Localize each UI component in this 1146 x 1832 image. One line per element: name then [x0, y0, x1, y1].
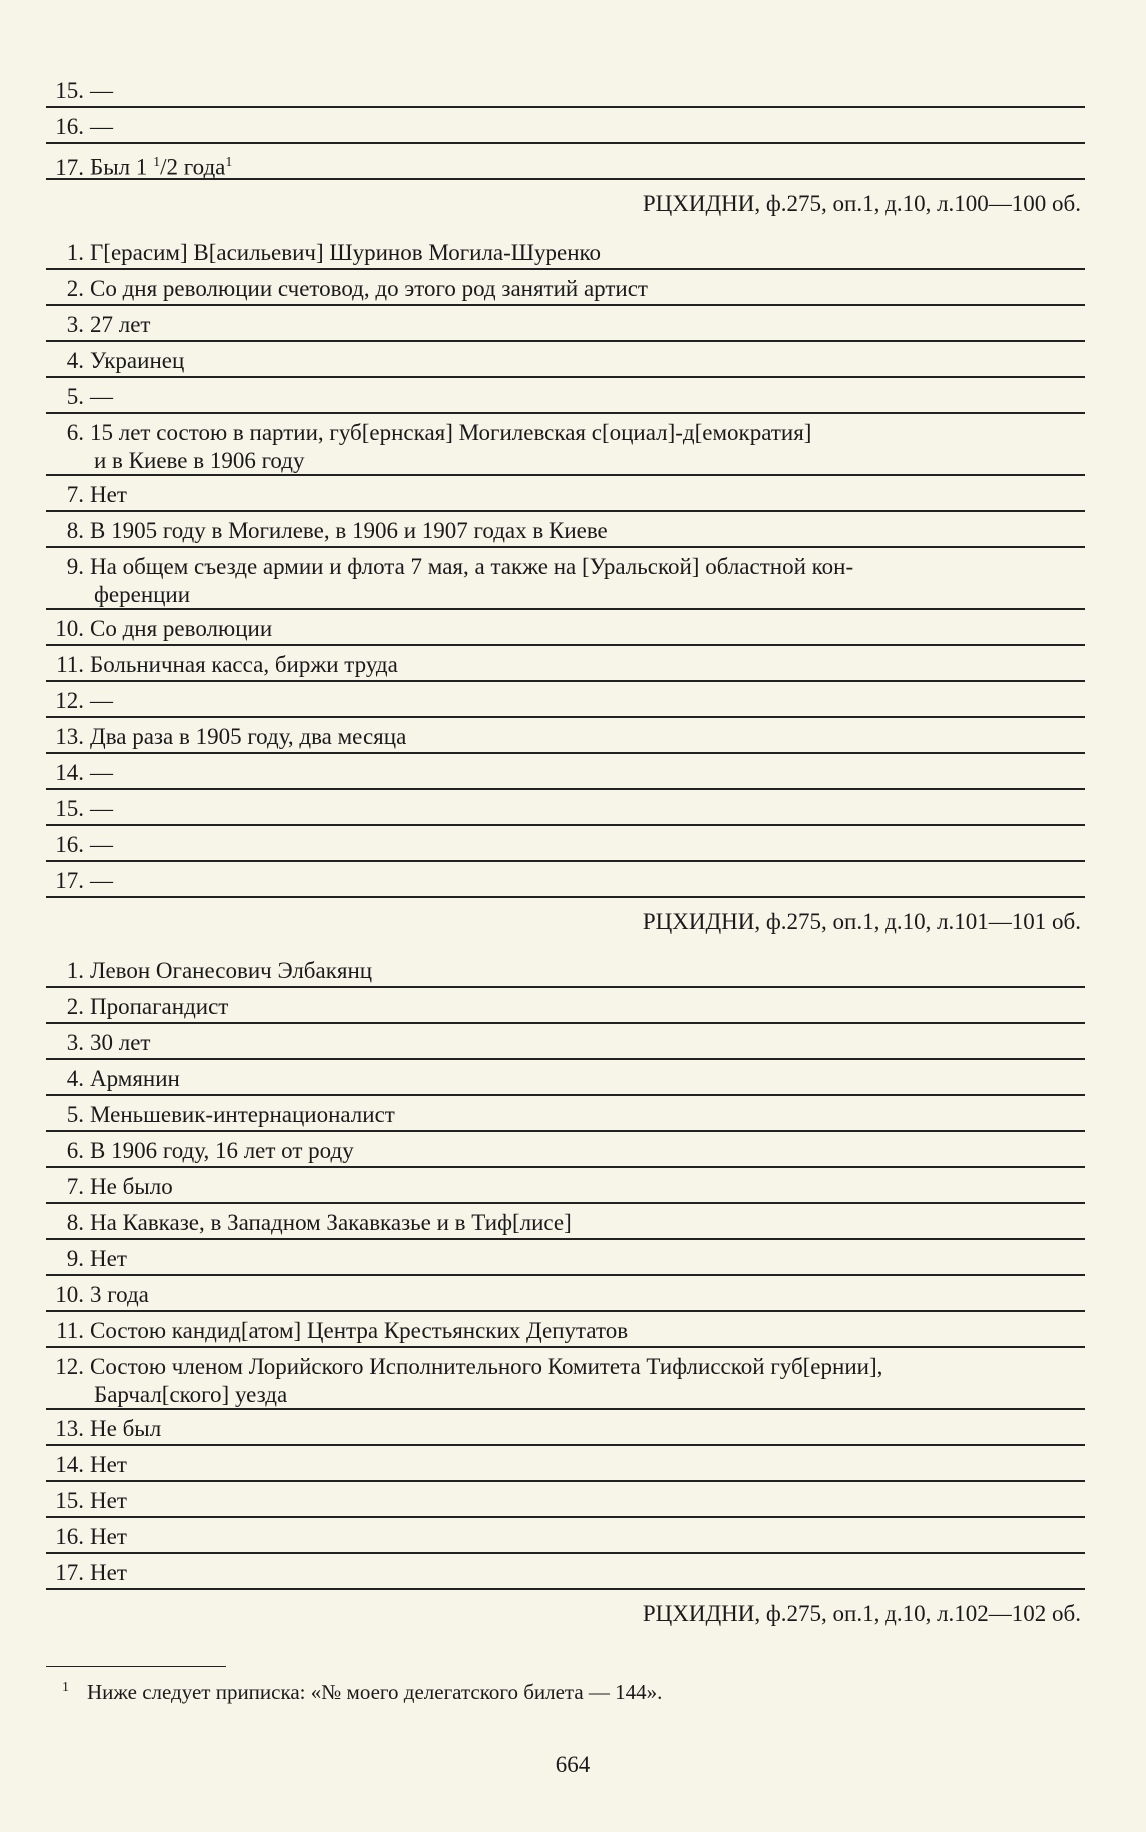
answer-value: Меньшевик-интернационалист [90, 1102, 395, 1127]
answer-text [46, 993, 228, 1021]
answer-number: 7. [66, 482, 84, 507]
answer-text [46, 1209, 572, 1237]
answer-number: 17. [55, 154, 84, 180]
footnote-divider [46, 1666, 226, 1667]
answer-value: Нет [90, 482, 127, 507]
answer-value: — [90, 384, 113, 409]
answer-value: — [90, 760, 113, 785]
answer-value: Со дня революции счетовод, до этого род занятий артист [90, 276, 648, 301]
answer-number: 16. [55, 832, 84, 857]
answer-number: 10. [55, 1282, 84, 1307]
answer-row [46, 1348, 1085, 1410]
answer-number: 9. [66, 554, 84, 579]
answer-text [46, 1559, 127, 1587]
answer-number: 17. [55, 1560, 84, 1585]
answer-text [46, 1317, 628, 1345]
answer-text [46, 687, 113, 715]
answer-text [46, 275, 648, 303]
answer-number: 3. [66, 1030, 84, 1055]
answer-row [46, 1482, 1085, 1518]
answer-number: 13. [55, 724, 84, 749]
answer-number: 6. [66, 1138, 84, 1163]
answer-row [46, 1096, 1085, 1132]
answer-continuation: ференции [94, 582, 191, 607]
answer-row [46, 1204, 1085, 1240]
answer-text [46, 831, 113, 859]
answer-value: Армянин [90, 1066, 180, 1091]
answer-row [46, 144, 1085, 180]
archive-source: РЦХИДНИ, ф.275, оп.1, д.10, л.102—102 об. [642, 1601, 1081, 1626]
answer-value: — [90, 832, 113, 857]
answer-number: 15. [55, 78, 84, 103]
footnote [62, 1680, 662, 1705]
answer-text [46, 149, 232, 182]
answer-number: 8. [66, 1210, 84, 1235]
answer-number: 14. [55, 1452, 84, 1477]
document-page [46, 72, 1085, 1640]
answer-row [46, 1554, 1085, 1590]
answer-text [46, 347, 184, 375]
answer-number: 6. [66, 420, 84, 445]
answer-number: 5. [66, 1102, 84, 1127]
archive-source: РЦХИДНИ, ф.275, оп.1, д.10, л.100—100 об. [642, 191, 1081, 216]
answer-row [46, 988, 1085, 1024]
answer-continuation: и в Киеве в 1906 году [94, 448, 305, 473]
questionnaire-block [46, 952, 1085, 1640]
answer-row [46, 826, 1085, 862]
page-number: 664 [555, 1752, 591, 1777]
answer-row [46, 1518, 1085, 1554]
answer-value: В 1906 году, 16 лет от роду [90, 1138, 354, 1163]
answer-number: 1. [66, 240, 84, 265]
answer-number: 15. [55, 1488, 84, 1513]
answer-text [46, 1415, 161, 1443]
answer-value: Два раза в 1905 году, два месяца [90, 724, 407, 749]
answer-continuation: Барчал[ского] уезда [94, 1382, 288, 1407]
answer-row [46, 342, 1085, 378]
answer-row [46, 1024, 1085, 1060]
answer-row [46, 378, 1085, 414]
answer-number: 12. [55, 1354, 84, 1379]
answer-value: Нет [90, 1524, 127, 1549]
answer-row [46, 682, 1085, 718]
answer-text [46, 383, 113, 411]
answer-number: 15. [55, 796, 84, 821]
answer-text [46, 1065, 180, 1093]
answer-number: 11. [56, 1318, 84, 1343]
answer-number: 10. [55, 616, 84, 641]
answer-value: Был 1 [90, 154, 154, 180]
answer-text [46, 759, 113, 787]
answer-row [46, 862, 1085, 898]
answer-value: Нет [90, 1246, 127, 1271]
answer-row [46, 1312, 1085, 1348]
answer-text [46, 113, 113, 141]
answer-text [46, 517, 608, 545]
footnote-text: Ниже следует приписка: «№ моего делегатского билета — 144». [87, 1680, 663, 1704]
answer-value: Не был [90, 1416, 162, 1441]
answer-text [46, 1523, 127, 1551]
footnote-mark: 1 [62, 1680, 69, 1695]
answer-value: Украинец [90, 348, 185, 373]
answer-value: — [90, 796, 113, 821]
answer-value: 27 лет [90, 312, 151, 337]
footnote-reference: 1 [225, 155, 233, 170]
answer-number: 5. [66, 384, 84, 409]
answer-text [46, 957, 372, 985]
answer-row [46, 1060, 1085, 1096]
answer-row [46, 1132, 1085, 1168]
answer-text [46, 239, 601, 267]
answer-value: На общем съезде армии и флота 7 мая, а также на [Уральской] областной кон- [90, 554, 854, 579]
answer-value: 15 лет состою в партии, губ[ернская] Могилевская с[оциал]-д[емократия] [90, 420, 812, 445]
answer-number: 9. [66, 1246, 84, 1271]
answer-text [46, 723, 406, 751]
fraction-rest: /2 года [160, 154, 226, 180]
answer-number: 8. [66, 518, 84, 543]
answer-text [46, 1029, 151, 1057]
answer-row [46, 1276, 1085, 1312]
answer-value: Состою членом Лорийского Исполнительного Комитета Тифлисской губ[ернии], [90, 1354, 883, 1379]
answer-row [46, 718, 1085, 754]
archive-source: РЦХИДНИ, ф.275, оп.1, д.10, л.101—101 об. [642, 909, 1081, 934]
answer-text [46, 1137, 354, 1165]
answer-value: 3 года [90, 1282, 149, 1307]
answer-value: Пропагандист [90, 994, 229, 1019]
answer-text [46, 615, 272, 643]
fraction-numerator: 1 [153, 155, 161, 170]
answer-value: — [90, 114, 113, 139]
answer-row [46, 1446, 1085, 1482]
answer-row [46, 754, 1085, 790]
answer-value: Нет [90, 1488, 127, 1513]
answer-value: 30 лет [90, 1030, 151, 1055]
answer-value: Состою кандид[атом] Центра Крестьянских Депутатов [90, 1318, 629, 1343]
answer-value: — [90, 78, 113, 103]
answer-text [46, 77, 113, 105]
answer-value: Левон Оганесович Элбакянц [90, 958, 373, 983]
answer-text [46, 1245, 127, 1273]
answer-number: 16. [55, 114, 84, 139]
answer-row [46, 1410, 1085, 1446]
answer-number: 16. [55, 1524, 84, 1549]
answer-text [46, 553, 853, 581]
answer-value: На Кавказе, в Западном Закавказье и в Тиф[лисе] [90, 1210, 572, 1235]
answer-row [46, 108, 1085, 144]
answer-text [46, 1451, 127, 1479]
answer-row [46, 476, 1085, 512]
answer-text [46, 1281, 149, 1309]
answer-text [46, 1487, 127, 1515]
answer-value: Нет [90, 1560, 127, 1585]
questionnaire-block [46, 72, 1085, 230]
answer-row [46, 414, 1085, 476]
answer-text [46, 867, 113, 895]
answer-text [46, 1173, 173, 1201]
answer-row [46, 952, 1085, 988]
answer-text [46, 795, 113, 823]
answer-row [46, 1240, 1085, 1276]
answer-row [46, 512, 1085, 548]
answer-value: Больничная касса, биржи труда [90, 652, 398, 677]
answer-value: В 1905 году в Могилеве, в 1906 и 1907 годах в Киеве [90, 518, 608, 543]
answer-number: 1. [66, 958, 84, 983]
questionnaire-block [46, 234, 1085, 948]
answer-number: 11. [56, 652, 84, 677]
answer-row [46, 790, 1085, 826]
answer-row [46, 306, 1085, 342]
answer-number: 3. [66, 312, 84, 337]
answer-row [46, 234, 1085, 270]
answer-number: 7. [66, 1174, 84, 1199]
answer-number: 17. [55, 868, 84, 893]
answer-number: 4. [66, 1066, 84, 1091]
answer-value: Не было [90, 1174, 173, 1199]
answer-number: 2. [66, 994, 84, 1019]
answer-value: Со дня революции [90, 616, 273, 641]
answer-value: Нет [90, 1452, 127, 1477]
answer-text [46, 1353, 882, 1381]
answer-row [46, 72, 1085, 108]
answer-value: Г[ерасим] В[асильевич] Шуринов Могила-Шуренко [90, 240, 602, 265]
answer-number: 12. [55, 688, 84, 713]
answer-row [46, 610, 1085, 646]
answer-number: 14. [55, 760, 84, 785]
answer-row [46, 1168, 1085, 1204]
answer-row [46, 270, 1085, 306]
answer-text [46, 481, 127, 509]
answer-row [46, 548, 1085, 610]
answer-text [46, 1101, 395, 1129]
answer-number: 13. [55, 1416, 84, 1441]
answer-value: — [90, 868, 113, 893]
answer-number: 2. [66, 276, 84, 301]
answer-number: 4. [66, 348, 84, 373]
answer-text [46, 651, 398, 679]
answer-row [46, 646, 1085, 682]
answer-value: — [90, 688, 113, 713]
answer-text [46, 419, 811, 447]
answer-text [46, 311, 151, 339]
